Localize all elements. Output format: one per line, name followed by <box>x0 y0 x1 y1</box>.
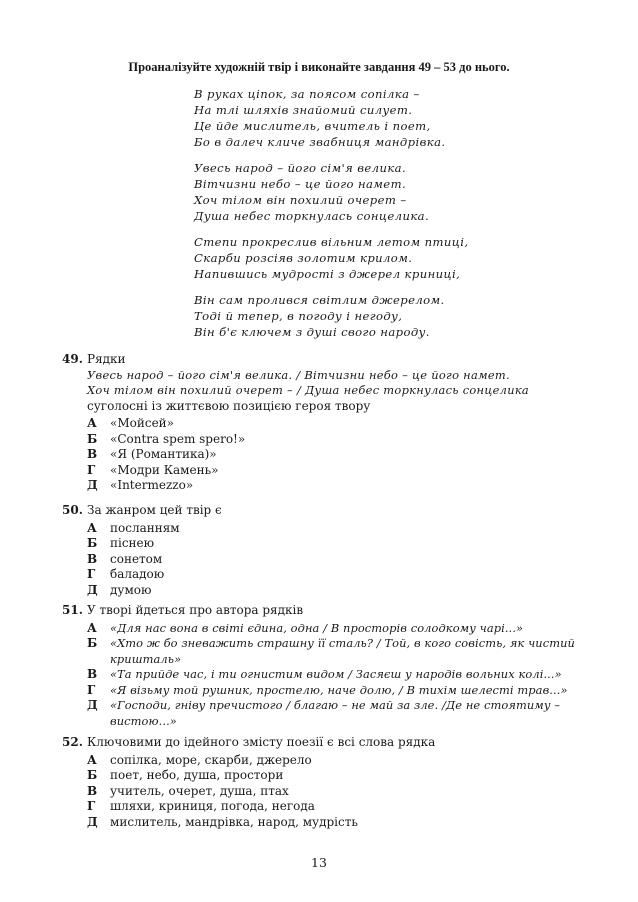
answer-option-v[interactable] <box>87 784 592 800</box>
answer-option-b[interactable] <box>87 636 592 667</box>
option-text: мислитель, мандрівка, народ, мудрість <box>110 814 358 829</box>
answer-option-b[interactable] <box>87 768 592 784</box>
answer-option-a[interactable] <box>87 621 592 637</box>
quoted-line: Хоч тілом він похилий очерет – / Душа небес торкнулась сонцелика <box>87 383 530 397</box>
poem-line: Тоді й тепер, в погоду і негоду, <box>194 309 403 323</box>
option-letter: Б <box>87 431 98 446</box>
answer-option-g[interactable] <box>87 799 592 815</box>
option-letter: Д <box>87 814 98 829</box>
answer-option-g[interactable] <box>87 683 592 699</box>
poem-stanza-3 <box>194 234 494 282</box>
question-text: Рядки <box>87 352 126 366</box>
option-letter: А <box>87 520 97 535</box>
task-heading: Проаналізуйте художній твір і виконайте завдання 49 – 53 до нього. <box>128 60 510 74</box>
option-text: «Intermezzo» <box>110 478 194 492</box>
option-letter: В <box>87 783 98 798</box>
poem-line: Він сам пролився світлим джерелом. <box>194 293 445 307</box>
option-letter: Г <box>87 462 96 477</box>
option-text: «Господи, гніву пречистого / благаю – не май за зле. /Де не стоятиму – вистою...» <box>110 698 561 728</box>
option-letter: Б <box>87 536 98 550</box>
answer-option-d[interactable] <box>87 583 592 599</box>
option-text: «Я візьму той рушник, простелю, наче долю, / В тихім шелесті трав...» <box>110 682 568 697</box>
option-letter: Д <box>87 698 98 712</box>
poem-line: Хоч тілом він похилий очерет – <box>194 193 407 207</box>
option-letter: А <box>87 620 97 635</box>
answer-option-g[interactable] <box>87 567 592 583</box>
poem-line: Степи прокреслив вільним летом птиці, <box>194 235 469 249</box>
option-text: «Та прийде час, і ти огнистим видом / Засяєш у народів вольних колі...» <box>110 667 562 681</box>
option-text: думою <box>110 582 152 597</box>
option-text: піснею <box>110 536 155 550</box>
option-text: сопілка, море, скарби, джерело <box>110 752 312 767</box>
poem-line: Бо в далеч кличе звабниця мандрівка. <box>194 135 446 149</box>
question-49 <box>62 352 592 494</box>
page-number: 13 <box>311 855 327 870</box>
poem <box>194 86 494 350</box>
option-text: баладою <box>110 567 165 581</box>
poem-stanza-4 <box>194 292 494 340</box>
question-52 <box>62 735 592 830</box>
answer-option-v[interactable] <box>87 552 592 568</box>
answer-option-b[interactable] <box>87 536 592 552</box>
option-letter: В <box>87 447 98 461</box>
poem-line: Душа небес торкнулась сонцелика. <box>194 209 430 223</box>
option-text: «Для нас вона в світі єдина, одна / В просторів солодкому чарі...» <box>110 620 524 635</box>
answer-option-v[interactable] <box>87 447 592 463</box>
answer-option-v[interactable] <box>87 667 592 683</box>
option-letter: А <box>87 752 97 767</box>
option-letter: В <box>87 551 98 566</box>
option-letter: Г <box>87 682 96 697</box>
poem-stanza-1 <box>194 86 494 150</box>
option-text: «Модри Камень» <box>110 462 219 477</box>
poem-line: Скарби розсіяв золотим крилом. <box>194 251 413 265</box>
option-letter: Д <box>87 582 98 597</box>
question-51 <box>62 603 592 729</box>
option-text: «Contra spem spero!» <box>110 431 246 446</box>
question-number: 51. <box>62 603 83 617</box>
question-text: У творі йдеться про автора рядків <box>87 603 304 617</box>
question-number: 49. <box>62 352 83 366</box>
poem-stanza-2 <box>194 160 494 224</box>
poem-line: В руках ціпок, за поясом сопілка – <box>194 87 420 101</box>
question-number: 52. <box>62 735 83 749</box>
option-letter: Б <box>87 636 98 650</box>
question-text: Ключовими до ідейного змісту поезії є всі слова рядка <box>87 735 436 749</box>
answer-option-d[interactable] <box>87 698 592 729</box>
option-letter: Г <box>87 799 96 813</box>
answer-option-a[interactable] <box>87 753 592 769</box>
option-letter: Г <box>87 567 96 581</box>
answer-option-g[interactable] <box>87 463 592 479</box>
poem-line: Це йде мислитель, вчитель і поет, <box>194 119 431 133</box>
poem-line: Увесь народ – його сім'я велика. <box>194 161 407 175</box>
option-letter: А <box>87 416 97 430</box>
option-text: поет, небо, душа, простори <box>110 768 284 782</box>
option-letter: Б <box>87 768 98 782</box>
option-text: «Хто ж бо зневажить страшну її сталь? / Той, в кого совість, як чистий кришталь» <box>110 636 575 666</box>
question-number: 50. <box>62 503 83 517</box>
poem-line: Вітчизни небо – це його намет. <box>194 177 407 191</box>
answer-option-a[interactable] <box>87 521 592 537</box>
option-text: «Я (Романтика)» <box>110 447 217 461</box>
question-50 <box>62 503 592 598</box>
option-letter: Д <box>87 478 98 492</box>
option-text: учитель, очерет, душа, птах <box>110 783 289 798</box>
quoted-line: Увесь народ – його сім'я велика. / Вітчизни небо – це його намет. <box>87 367 510 382</box>
poem-line: Він б'є ключем з душі свого народу. <box>194 325 430 339</box>
option-text: «Мойсей» <box>110 416 175 430</box>
option-text: посланням <box>110 520 180 535</box>
option-text: сонетом <box>110 551 163 566</box>
poem-line: На тлі шляхів знайомий силует. <box>194 103 413 117</box>
question-text-continued: суголосні із життєвою позицією героя твору <box>87 398 371 413</box>
answer-option-d[interactable] <box>87 815 592 831</box>
answer-option-d[interactable] <box>87 478 592 494</box>
answer-option-b[interactable] <box>87 432 592 448</box>
option-letter: В <box>87 667 98 681</box>
question-text: За жанром цей твір є <box>87 503 222 517</box>
poem-line: Напившись мудрості з джерел криниці, <box>194 267 461 281</box>
option-text: шляхи, криниця, погода, негода <box>110 799 315 813</box>
answer-option-a[interactable] <box>87 416 592 432</box>
